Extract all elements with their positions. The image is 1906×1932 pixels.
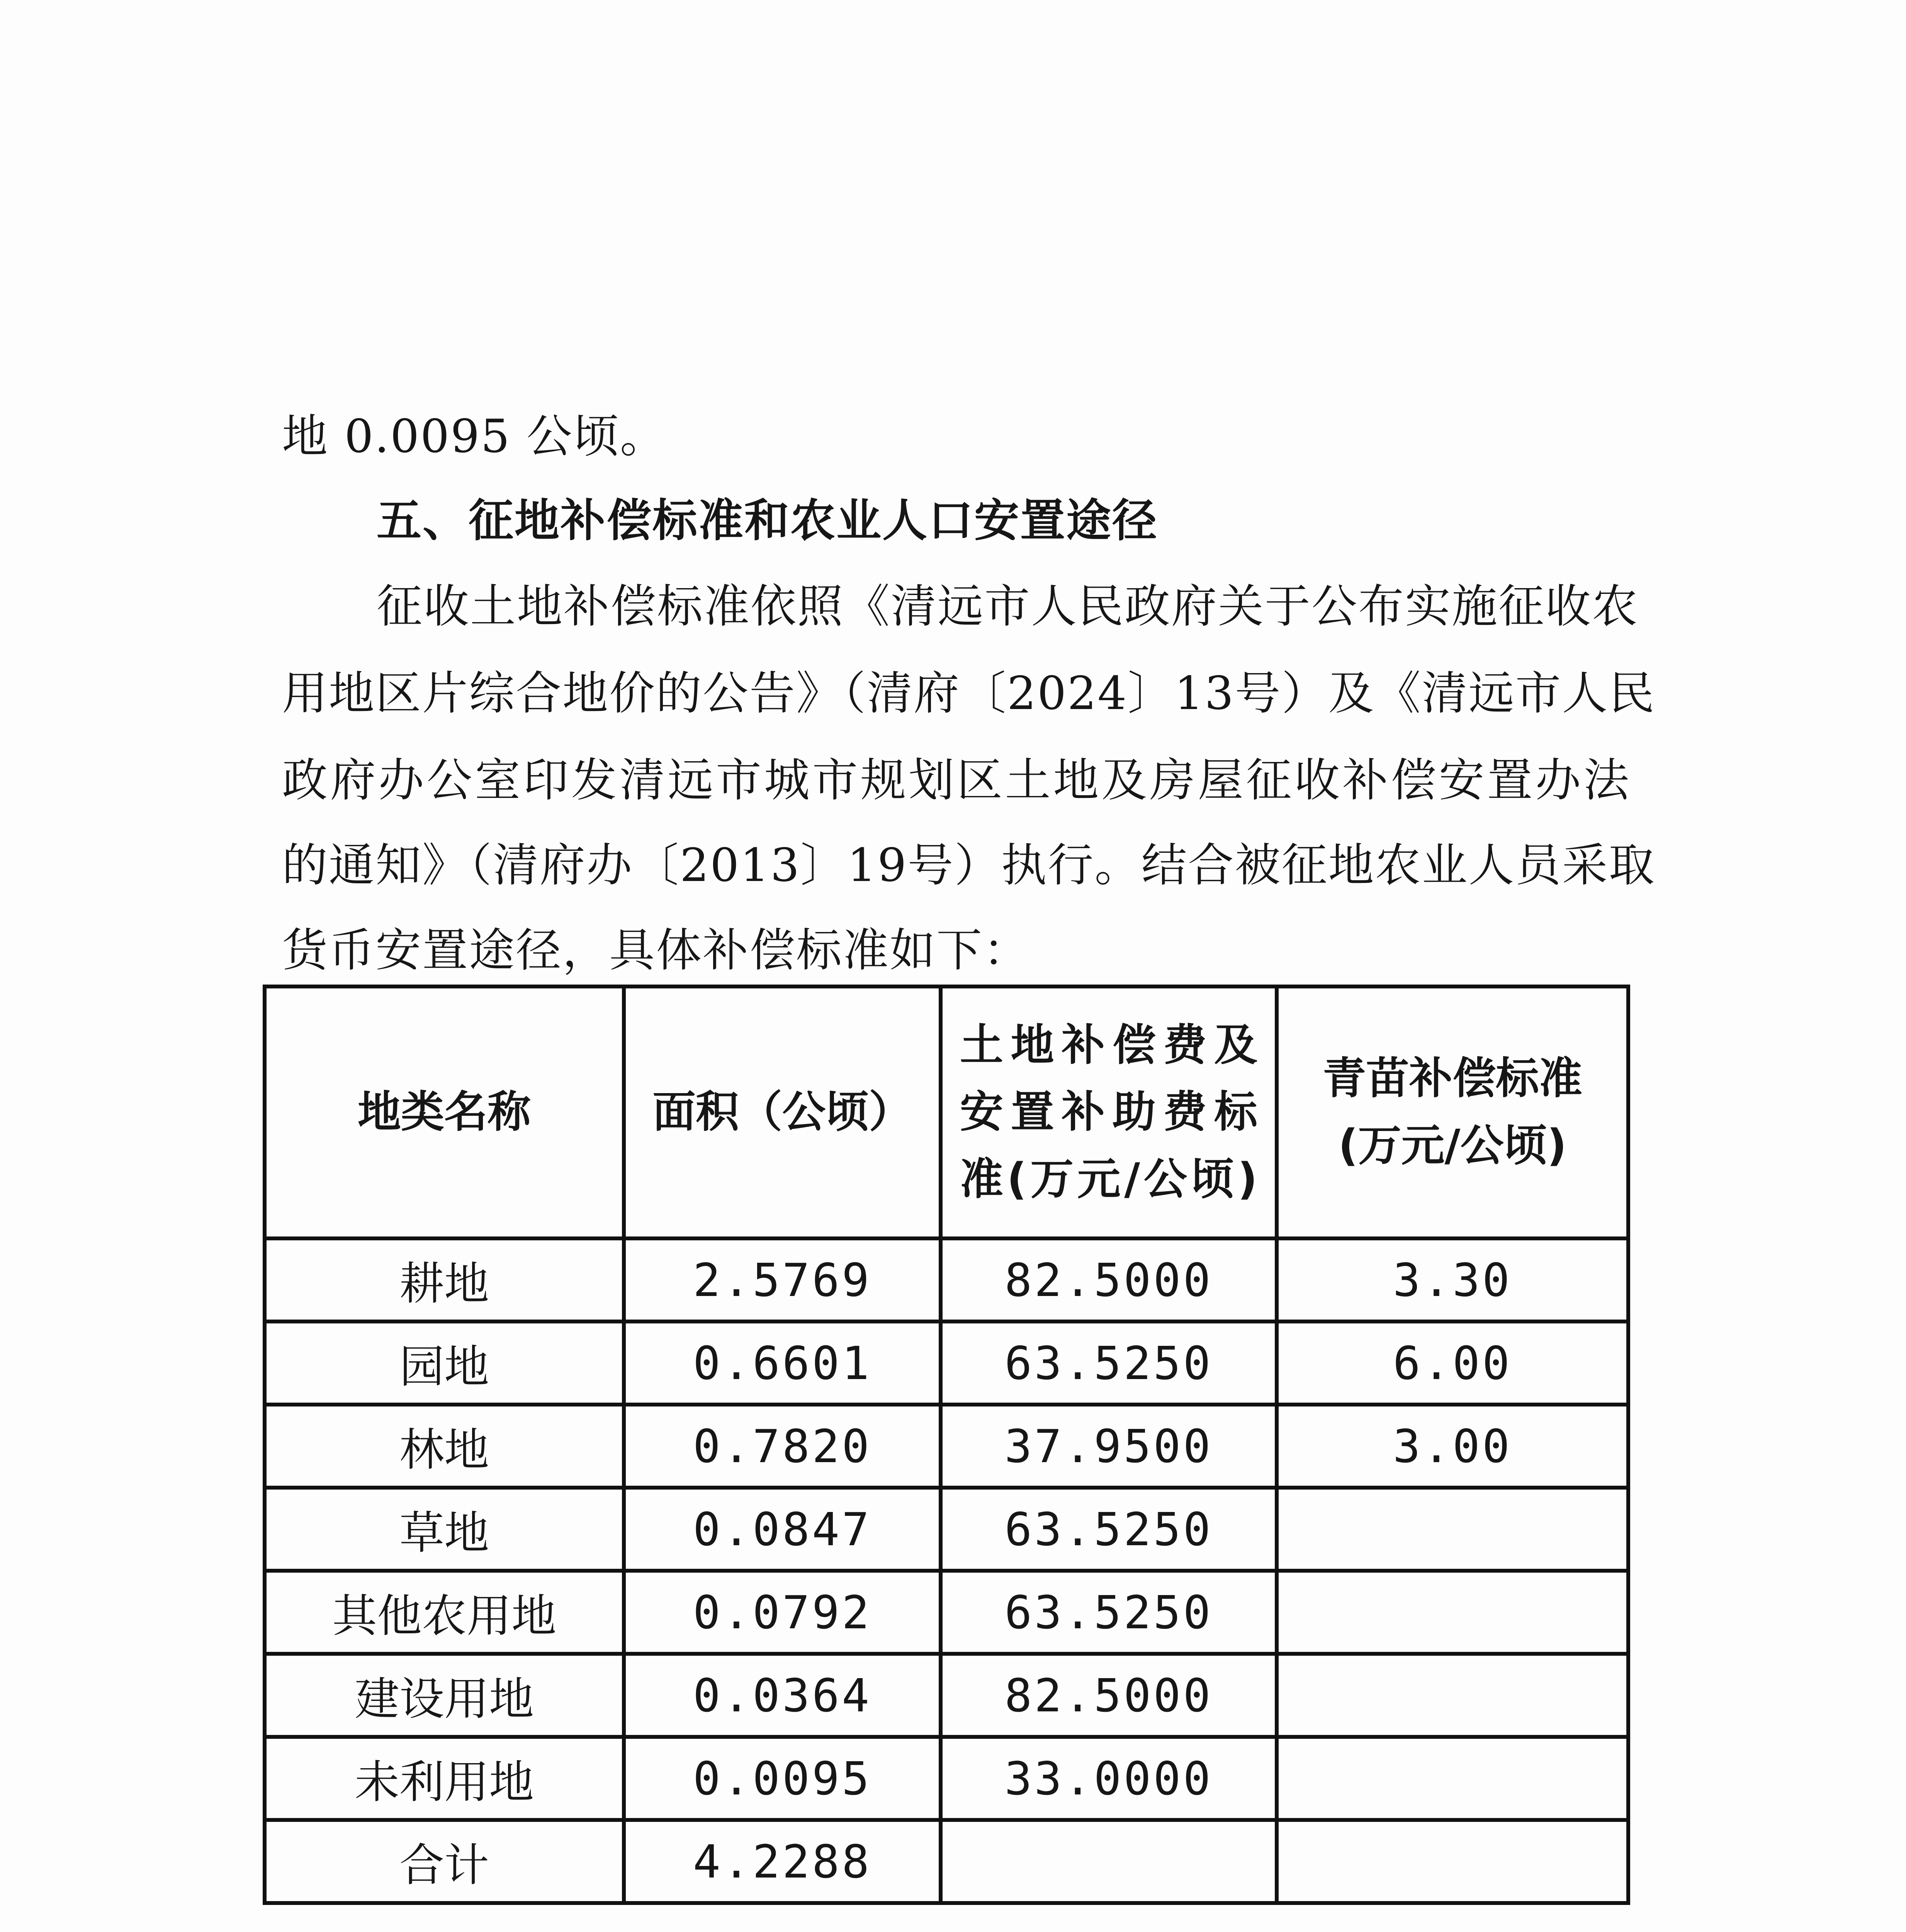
header-land-compensation: 土地补偿费及 安置补助费标 准(万元/公顷) bbox=[941, 986, 1277, 1238]
cell-crop-fee: 6.00 bbox=[1277, 1321, 1628, 1405]
cell-area: 0.7820 bbox=[624, 1405, 941, 1488]
cell-area: 4.2288 bbox=[624, 1820, 941, 1903]
paragraph-line: 用地区片综合地价的公告》（清府〔2024〕13号）及《清远市人民 bbox=[282, 667, 1656, 720]
cell-land-type: 耕地 bbox=[265, 1238, 624, 1321]
cell-area: 2.5769 bbox=[624, 1238, 941, 1321]
cell-area: 0.0847 bbox=[624, 1488, 941, 1571]
cell-land-type: 其他农用地 bbox=[265, 1571, 624, 1654]
cell-land-type: 合计 bbox=[265, 1820, 624, 1903]
table-row bbox=[265, 1405, 1628, 1488]
cell-land-type: 草地 bbox=[265, 1488, 624, 1571]
cell-area: 0.0095 bbox=[624, 1737, 941, 1820]
cell-land-fee: 63.5250 bbox=[941, 1488, 1277, 1571]
table-row bbox=[265, 1654, 1628, 1737]
cell-land-fee: 63.5250 bbox=[941, 1571, 1277, 1654]
table-row bbox=[265, 1321, 1628, 1405]
table-row bbox=[265, 1238, 1628, 1321]
table-header-row bbox=[265, 986, 1628, 1238]
cell-land-fee: 63.5250 bbox=[941, 1321, 1277, 1405]
paragraph-line: 货币安置途径，具体补偿标准如下： bbox=[282, 923, 1030, 977]
cell-land-fee: 33.0000 bbox=[941, 1737, 1277, 1820]
cell-land-fee bbox=[941, 1820, 1277, 1903]
paragraph-continuation: 地 0.0095 公顷。 bbox=[282, 410, 667, 463]
header-crop-compensation: 青苗补偿标准 (万元/公顷) bbox=[1277, 986, 1628, 1238]
cell-area: 0.0792 bbox=[624, 1571, 941, 1654]
cell-crop-fee bbox=[1277, 1488, 1628, 1571]
cell-crop-fee bbox=[1277, 1737, 1628, 1820]
table-row bbox=[265, 1737, 1628, 1820]
section-heading-five: 五、征地补偿标准和农业人口安置途径 bbox=[377, 495, 1158, 547]
cell-land-type: 建设用地 bbox=[265, 1654, 624, 1737]
table-row bbox=[265, 1571, 1628, 1654]
cell-land-fee: 37.9500 bbox=[941, 1405, 1277, 1488]
paragraph-line: 的通知》（清府办〔2013〕19号）执行。结合被征地农业人员采取 bbox=[282, 838, 1656, 892]
cell-land-type: 未利用地 bbox=[265, 1737, 624, 1820]
cell-crop-fee: 3.30 bbox=[1277, 1238, 1628, 1321]
paragraph-line: 征收土地补偿标准依照《清远市人民政府关于公布实施征收农 bbox=[377, 580, 1639, 633]
cell-land-type: 林地 bbox=[265, 1405, 624, 1488]
cell-crop-fee: 3.00 bbox=[1277, 1405, 1628, 1488]
compensation-table bbox=[263, 985, 1630, 1905]
cell-crop-fee bbox=[1277, 1571, 1628, 1654]
header-land-type: 地类名称 bbox=[265, 986, 624, 1238]
table-total-row bbox=[265, 1820, 1628, 1903]
cell-land-type: 园地 bbox=[265, 1321, 624, 1405]
cell-crop-fee bbox=[1277, 1820, 1628, 1903]
header-area: 面积（公顷） bbox=[624, 986, 941, 1238]
table-row bbox=[265, 1488, 1628, 1571]
cell-area: 0.6601 bbox=[624, 1321, 941, 1405]
cell-area: 0.0364 bbox=[624, 1654, 941, 1737]
cell-land-fee: 82.5000 bbox=[941, 1238, 1277, 1321]
cell-crop-fee bbox=[1277, 1654, 1628, 1737]
cell-land-fee: 82.5000 bbox=[941, 1654, 1277, 1737]
paragraph-line: 政府办公室印发清远市城市规划区土地及房屋征收补偿安置办法 bbox=[282, 753, 1630, 807]
